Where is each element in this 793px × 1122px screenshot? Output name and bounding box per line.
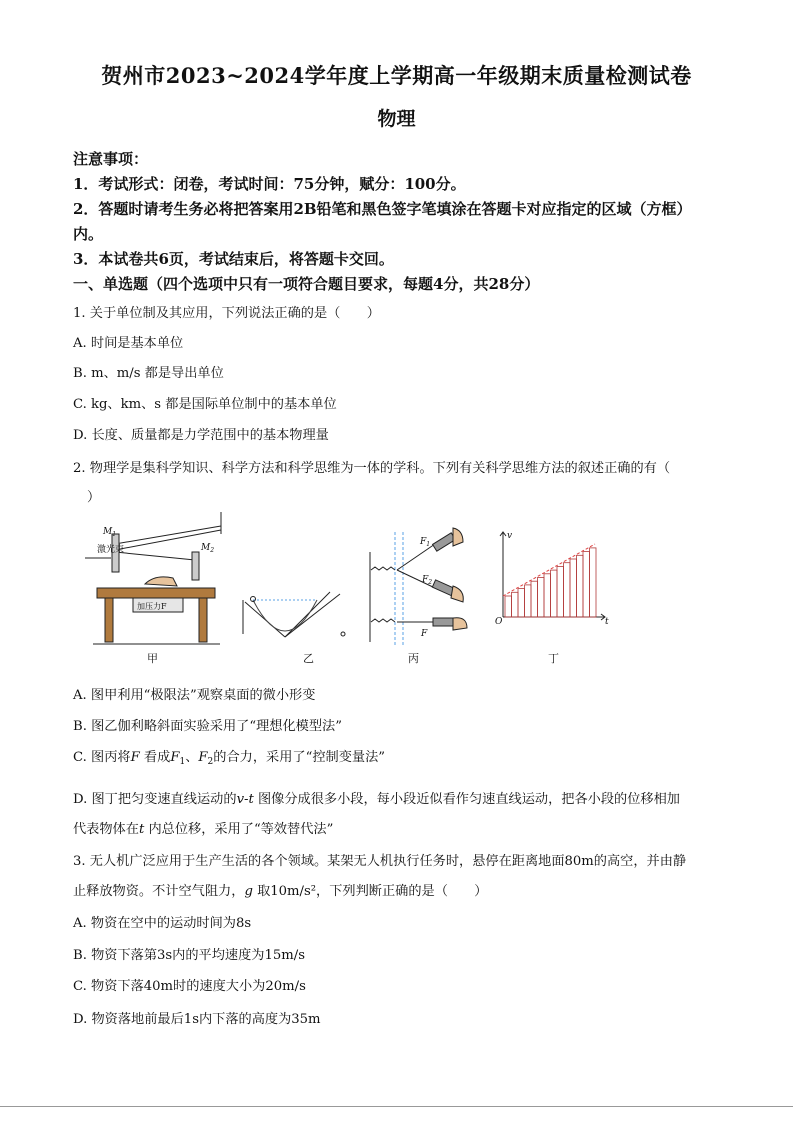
f2-label: $F_2$ (422, 575, 433, 586)
vt-step-bar (505, 596, 512, 617)
q3-option-a: A. 物资在空中的运动时间为8s (73, 916, 252, 931)
caption-bing: 丙 (408, 652, 419, 665)
f1-label: $F_1$ (420, 537, 431, 548)
notice-item-1: 1．考试形式：闭卷，考试时间：75分钟，赋分：100分。 (73, 175, 466, 193)
q2-option-d-line1: D. 图丁把匀变速直线运动的v-t 图像分成很多小段，每小段近似看作匀速直线运动，把各小段的位移相加 (73, 792, 680, 807)
laser-label: 激光束 (97, 545, 125, 555)
vt-step-bar (577, 555, 584, 617)
notice-item-2-cont: 内。 (73, 225, 104, 243)
q3-stem-line2: 止释放物资。不计空气阻力，g 取10m/s²，下列判断正确的是（ ） (73, 884, 488, 899)
figure-ding-drawing (500, 532, 605, 620)
f-label: F (421, 629, 428, 639)
q3-option-b: B. 物资下落第3s内的平均速度为15m/s (73, 948, 305, 963)
q2-stem-line1: 2. 物理学是集科学知识、科学方法和科学思维为一体的学科。下列有关科学思维方法的叙述正确的有（ (73, 461, 671, 476)
q2-figures-drawing (85, 512, 625, 672)
vt-step-bar (551, 570, 558, 617)
q2-option-c: C. 图丙将F 看成$F_1$、$F_2$的合力，采用了“控制变量法” (73, 750, 386, 767)
m1-label: $M_1$ (103, 527, 117, 538)
q2-option-b: B. 图乙伽利略斜面实验采用了“理想化模型法” (73, 719, 342, 734)
vt-step-bar (531, 581, 538, 617)
q1-stem: 1. 关于单位制及其应用，下列说法正确的是（ ） (73, 306, 380, 321)
q1-option-b: B. m、m/s 都是导出单位 (73, 366, 224, 381)
q2-stem-line2: ） (87, 490, 101, 505)
notice-item-3: 3．本试卷共6页，考试结束后，将答题卡交回。 (73, 250, 394, 268)
q2-option-a: A. 图甲利用“极限法”观察桌面的微小形变 (73, 688, 316, 703)
q3-option-d: D. 物资落地前最后1s内下落的高度为35m (73, 1012, 321, 1027)
vt-step-bar (525, 585, 532, 617)
exam-title: 贺州市2023~2024学年度上学期高一年级期末质量检测试卷 (101, 63, 692, 88)
vt-step-bar (512, 592, 519, 617)
vt-step-bar (518, 589, 525, 617)
vt-step-bar (590, 548, 597, 617)
q3-option-c: C. 物资下落40m时的速度大小为20m/s (73, 979, 306, 994)
exam-subject: 物理 (377, 108, 416, 130)
page-bottom-rule (0, 1106, 793, 1107)
vt-step-bars (505, 548, 596, 617)
v-axis-label: v (507, 531, 513, 541)
press-force-label: 加压力F (137, 602, 167, 611)
notice-heading: 注意事项： (73, 150, 149, 168)
vt-step-bar (544, 574, 551, 617)
notice-item-2: 2．答题时请考生务必将把答案用2B铅笔和黑色签字笔填涂在答题卡对应指定的区域（方框） (73, 200, 692, 218)
caption-jia: 甲 (147, 652, 158, 665)
figure-yi-drawing (243, 592, 345, 637)
t-axis-label: t (605, 617, 609, 627)
q1-option-c: C. kg、km、s 都是国际单位制中的基本单位 (73, 397, 337, 412)
q1-option-a: A. 时间是基本单位 (73, 336, 184, 351)
vt-step-bar (570, 559, 577, 617)
section-1-heading: 一、单选题（四个选项中只有一项符合题目要求，每题4分，共28分） (73, 275, 540, 293)
q1-option-d: D. 长度、质量都是力学范围中的基本物理量 (73, 428, 329, 443)
q2-option-d-line2: 代表物体在t 内总位移，采用了“等效替代法” (73, 822, 334, 837)
vt-step-bar (564, 563, 571, 617)
caption-ding: 丁 (548, 652, 559, 665)
vt-step-bar (583, 552, 590, 617)
vt-step-bar (538, 578, 545, 618)
q2-figures (85, 512, 625, 672)
origin-label: O (495, 617, 503, 627)
q3-stem-line1: 3. 无人机广泛应用于生产生活的各个领域。某架无人机执行任务时，悬停在距离地面80m的高空，并由静 (73, 854, 687, 869)
vt-step-bar (557, 566, 564, 617)
figure-bing-drawing (370, 528, 467, 647)
caption-yi: 乙 (303, 652, 314, 665)
m2-label: $M_2$ (201, 543, 215, 554)
